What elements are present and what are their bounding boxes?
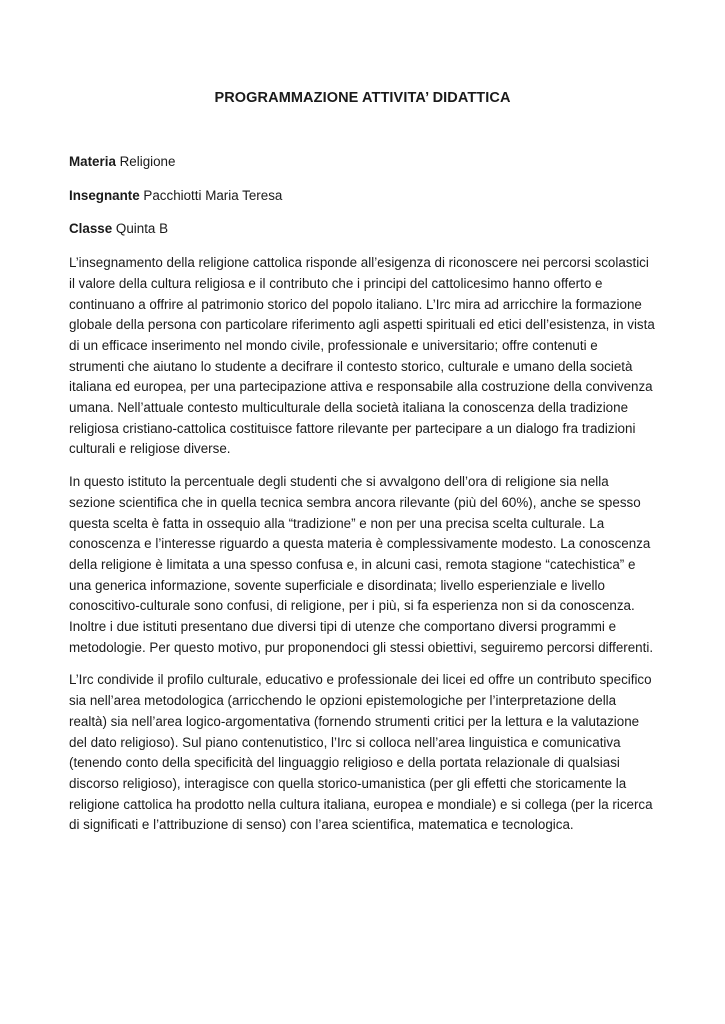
meta-teacher-value: Pacchiotti Maria Teresa	[143, 187, 283, 203]
meta-class-value: Quinta B	[115, 221, 169, 237]
meta-teacher-label: Insegnante	[69, 187, 140, 203]
paragraph-profile: L’Irc condivide il profilo culturale, educativo e professionale dei licei ed offre un contributo specifico sia nell’area metodologica (arricchendo le opzioni epistemologiche per l’interpretazione della realtà) sia nell’area logico-argomentativa (fornendo strumenti critici per la lettura e la valutazione del dato religioso). Sul piano contenutistico, l’Irc si colloca nell’area linguistica e comunicativa (tenendo conto della specificità del linguaggio religioso e della portata relazionale di qualsiasi discorso religioso), interagisce con quella storico-umanistica (per gli effetti che storicamente la religione cattolica ha prodotto nella cultura italiana, europea e mondiale) e si collega (per la ricerca di significati e l’attribuzione di senso) con l’area scientifica, matematica e tecnologica.	[69, 672, 653, 833]
meta-subject-label: Materia	[69, 154, 116, 169]
meta-class-label: Classe	[69, 221, 113, 237]
meta-subject	[69, 152, 656, 173]
document-body	[69, 152, 656, 848]
paragraph-context: In questo istituto la percentuale degli studenti che si avvalgono dell’ora di religione sia nella sezione scientifica che in quella tecnica sembra ancora rilevante (più del 60%), anche se spesso questa scelta è fatta in ossequio alla “tradizione” e non per una precisa scelta culturale. La conoscenza e l’interesse riguardo a questa materia è complessivamente modesto. La conoscenza della religione è limitata a una spesso confusa e, in alcuni casi, remota stagione “catechistica” e una generica informazione, sovente superficiale e disordinata; livello esperienziale e livello conoscitivo-culturale sono confusi, di religione, per i più, si fa esperienza non si da conoscenza. Inoltre i due istituti presentano due diversi tipi di utenze che comportano diversi programmi e metodologie. Per questo motivo, pur proponendoci gli stessi obiettivi, seguiremo percorsi differenti.	[69, 474, 654, 655]
paragraph-intro: L’insegnamento della religione cattolica risponde all’esigenza di riconoscere nei percorsi scolastici il valore della cultura religiosa e il contributo che i principi del cattolicesimo hanno offerto e continuano a offrire al patrimonio storico del popolo italiano. L’Irc mira ad arricchire la formazione globale della persona con particolare riferimento agli aspetti spirituali ed etici dell’esistenza, in vista di un efficace inserimento nel mondo civile, professionale e universitario; offre contenuti e strumenti che aiutano lo studente a decifrare il contesto storico, culturale e umano della società italiana ed europea, per una partecipazione attiva e responsabile alla costruzione della convivenza umana. Nell’attuale contesto multiculturale della società italiana la conoscenza della tradizione religiosa cristiano-cattolica costituisce fattore rilevante per partecipare a un dialogo fra tradizioni culturali e religiose diverse.	[69, 255, 655, 457]
meta-subject-value: Religione	[119, 154, 176, 169]
document-title: PROGRAMMAZIONE ATTIVITA’ DIDATTICA	[214, 90, 511, 106]
meta-teacher	[69, 186, 656, 207]
meta-class	[69, 219, 656, 240]
